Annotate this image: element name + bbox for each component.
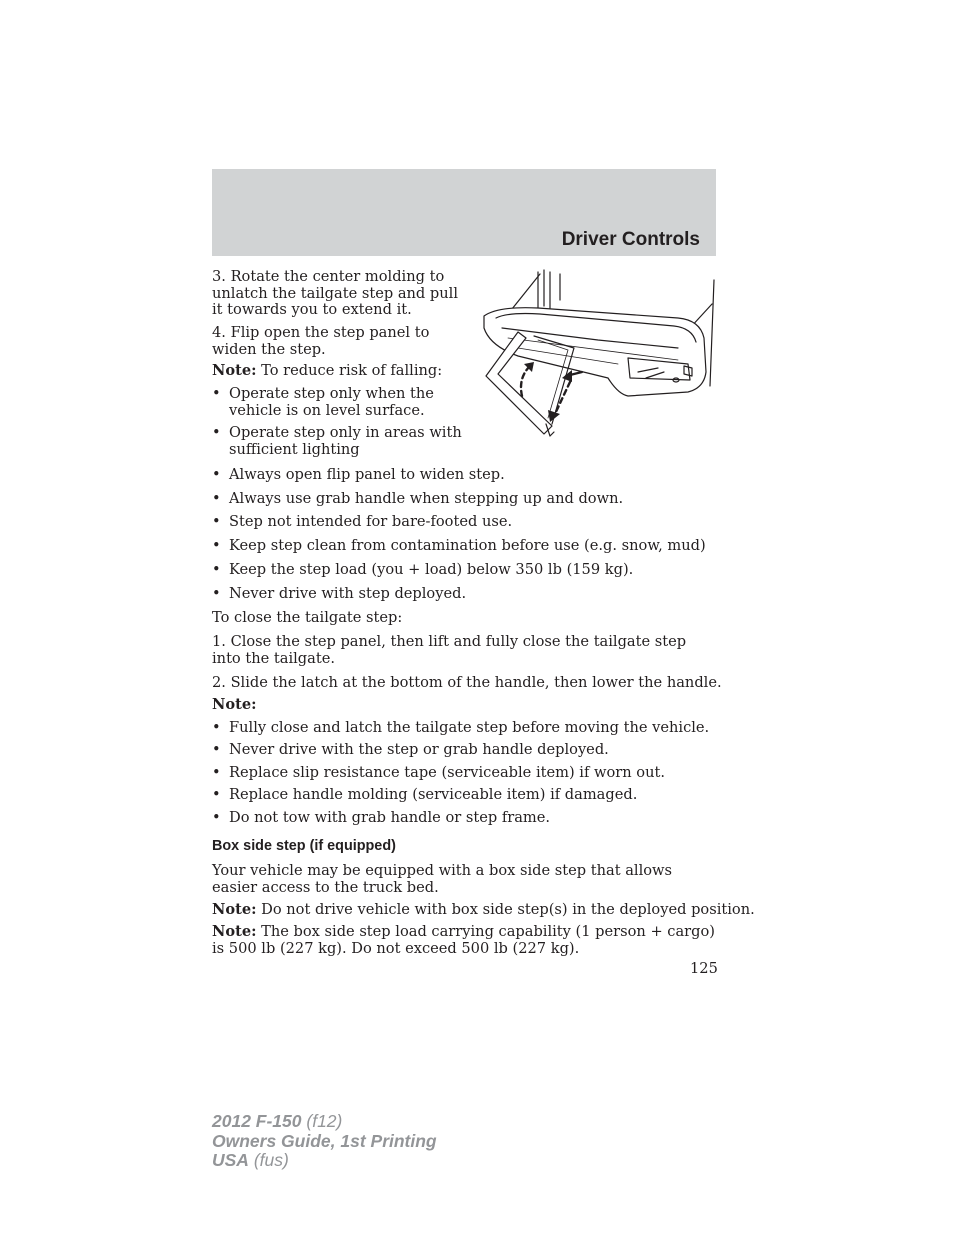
list-item-text: Operate step only when the vehicle is on level surface.: [229, 385, 434, 419]
list-item-text: Never drive with the step or grab handle deployed.: [229, 741, 609, 758]
list-item-text: Do not tow with grab handle or step frame.: [229, 809, 551, 826]
list-item-text: Replace slip resistance tape (serviceable item) if worn out.: [229, 764, 665, 781]
close-step-2: 2. Slide the latch at the bottom of the handle, then lower the handle.: [212, 674, 722, 691]
note-label-close: [212, 697, 257, 714]
footer-market: USA: [212, 1150, 249, 1170]
footer-line-3: [212, 1151, 437, 1171]
footer-model: 2012 F-150: [212, 1111, 302, 1131]
note-label: Note:: [212, 901, 257, 918]
step-3-text: 3. Rotate the center molding to unlatch the tailgate step and pull it towards you to extend it.: [212, 268, 458, 318]
note-text: To reduce risk of falling:: [256, 362, 443, 379]
step-4-text: 4. Flip open the step panel to widen the step.: [212, 324, 430, 358]
footer-model-code: (f12): [301, 1111, 343, 1131]
list-item-text: Fully close and latch the tailgate step before moving the vehicle.: [229, 719, 710, 736]
section-heading: Box side step (if equipped): [212, 838, 396, 854]
bullet-icon: •: [212, 809, 221, 826]
note-falling: [212, 363, 442, 380]
footer-line-2: Owners Guide, 1st Printing: [212, 1130, 437, 1151]
list-item-text: Replace handle molding (serviceable item) if damaged.: [229, 786, 638, 803]
bullet-icon: •: [212, 424, 221, 441]
list-item-text: Always use grab handle when stepping up and down.: [229, 490, 624, 507]
note-text: The box side step load carrying capability (1 person + cargo) is 500 lb (227 kg). Do not exceed 500 lb (227 kg).: [212, 923, 715, 957]
section-intro: Your vehicle may be equipped with a box side step that allows easier access to the truck bed.: [212, 862, 673, 896]
list-item-text: Keep step clean from contamination before use (e.g. snow, mud): [229, 537, 706, 554]
bullet-icon: •: [212, 513, 221, 530]
list-item-text: Never drive with step deployed.: [229, 585, 467, 602]
header-band: [212, 169, 716, 256]
bullet-icon: •: [212, 466, 221, 483]
bullet-icon: •: [212, 490, 221, 507]
list-item-text: Step not intended for bare-footed use.: [229, 513, 513, 530]
tailgate-step-illustration-icon: [478, 268, 718, 440]
note-label: Note:: [212, 362, 257, 379]
note-label: Note:: [212, 696, 257, 713]
footer-line-1: [212, 1112, 437, 1132]
bullet-icon: •: [212, 764, 221, 781]
footer-market-code: (fus): [248, 1150, 289, 1170]
page-title: Driver Controls: [561, 229, 700, 250]
bullet-icon: •: [212, 561, 221, 578]
bullet-icon: •: [212, 537, 221, 554]
bullet-icon: •: [212, 741, 221, 758]
page-number: 125: [690, 960, 718, 977]
note-label: Note:: [212, 923, 257, 940]
close-intro: To close the tailgate step:: [212, 609, 403, 626]
bullet-icon: •: [212, 585, 221, 602]
close-step-1: 1. Close the step panel, then lift and fully close the tailgate step into the tailgate.: [212, 633, 687, 667]
section-note-b: [212, 924, 716, 957]
list-item-text: Keep the step load (you + load) below 350 lb (159 kg).: [229, 561, 634, 578]
list-item-text: Always open flip panel to widen step.: [229, 466, 505, 483]
section-note-a: [212, 902, 755, 919]
bullet-icon: •: [212, 385, 221, 402]
list-item-text: Operate step only in areas with sufficient lighting: [229, 424, 462, 458]
bullet-icon: •: [212, 719, 221, 736]
footer-imprint: [212, 1112, 437, 1171]
bullet-icon: •: [212, 786, 221, 803]
note-text: Do not drive vehicle with box side step(s) in the deployed position.: [256, 901, 755, 918]
